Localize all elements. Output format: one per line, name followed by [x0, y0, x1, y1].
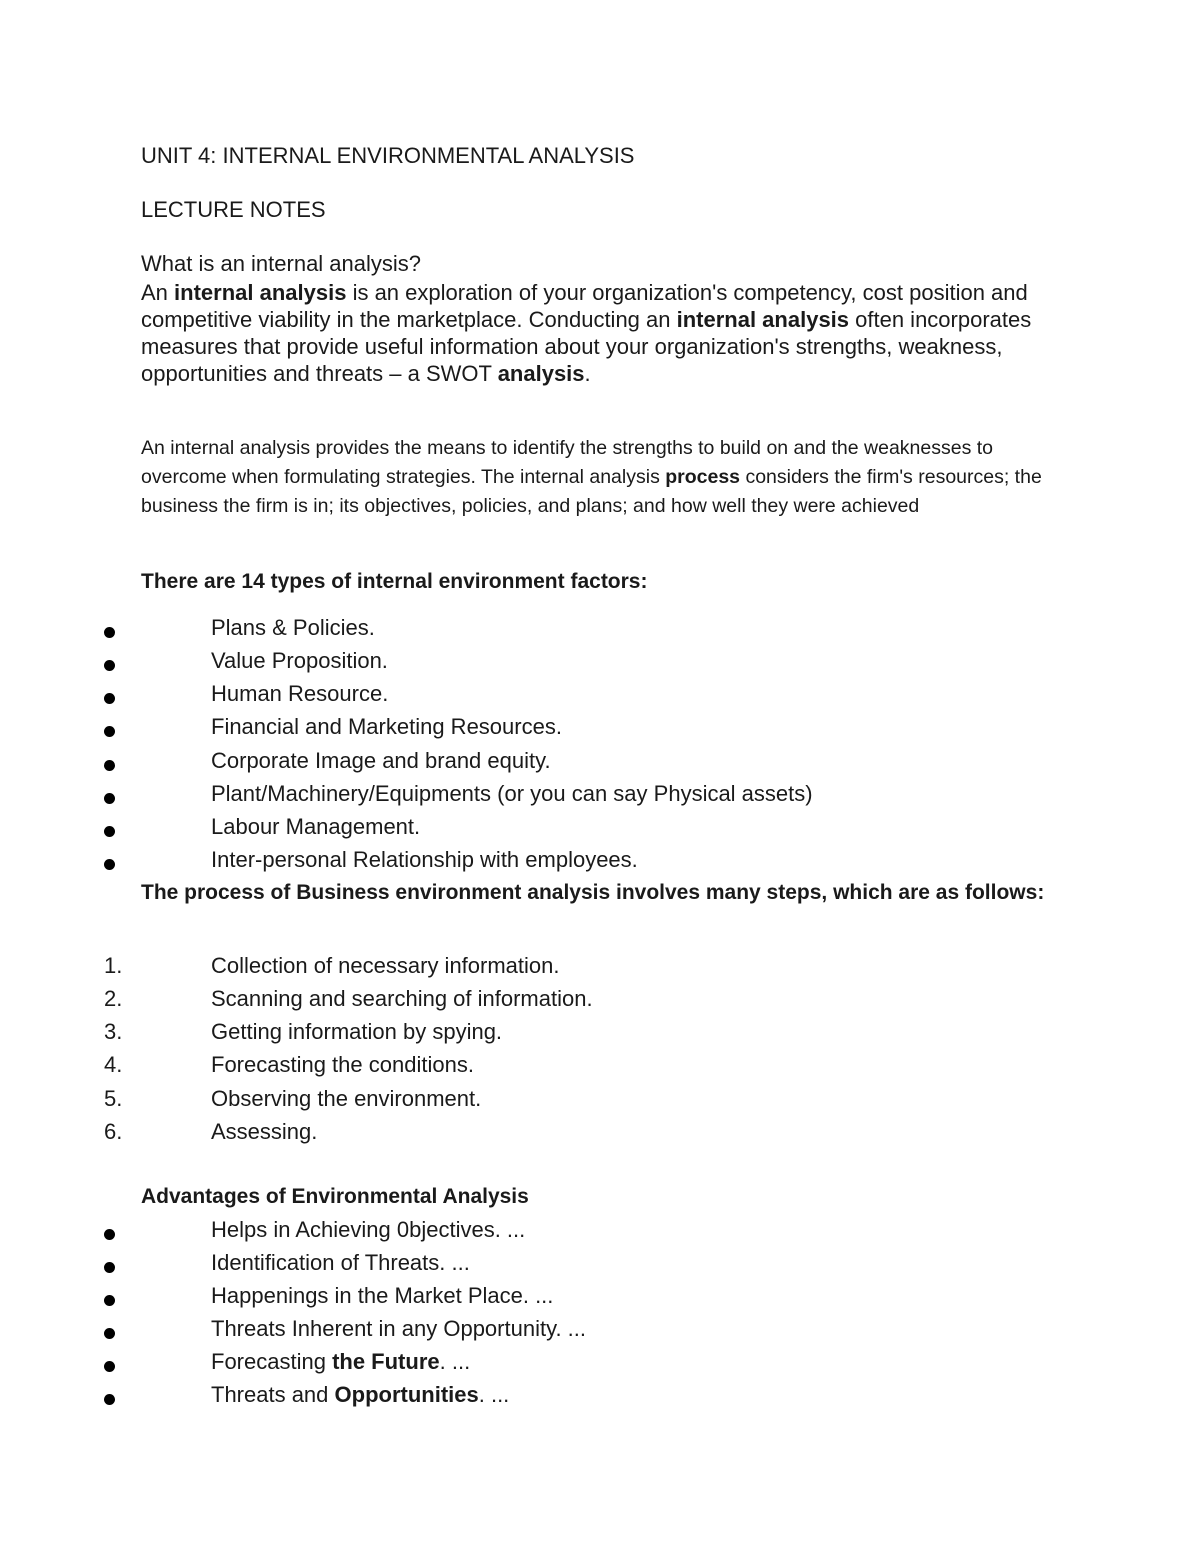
list-item	[0, 1316, 1100, 1348]
text-run: An internal analysis provides the means to identify the strengths to build on and the weaknesses to overcome when formulating strategies. The internal analysis	[141, 437, 994, 488]
list-item-text: Value Proposition.	[211, 648, 388, 673]
list-item-text: Labour Management.	[211, 814, 421, 839]
list-item	[0, 1052, 1100, 1084]
text-run: . ...	[439, 1349, 471, 1374]
list-item-text: Plans & Policies.	[211, 615, 375, 640]
list-item-text	[211, 1283, 553, 1309]
bold-text-run: analysis	[497, 361, 585, 386]
advantages-heading: Advantages of Environmental Analysis	[141, 1185, 529, 1208]
bullet-icon	[104, 660, 115, 671]
list-item-text	[211, 1382, 509, 1408]
list-item	[0, 615, 1100, 647]
question-heading: What is an internal analysis?	[141, 251, 422, 276]
list-item	[0, 1086, 1100, 1118]
process-heading: The process of Business environment analysis involves many steps, which are as follows:	[141, 881, 1045, 904]
bullet-icon	[104, 859, 115, 870]
list-item	[0, 681, 1100, 713]
bullet-icon	[104, 1295, 115, 1306]
bullet-icon	[104, 1361, 115, 1372]
list-item-text: Inter-personal Relationship with employees.	[211, 847, 638, 872]
list-item	[0, 648, 1100, 680]
list-item	[0, 748, 1100, 780]
list-item-text: Getting information by spying.	[211, 1019, 503, 1044]
list-item	[0, 714, 1100, 746]
text-run: Identification of Threats. ...	[211, 1250, 470, 1275]
bullet-icon	[104, 1229, 115, 1240]
list-item-text: Observing the environment.	[211, 1086, 482, 1111]
list-item-text	[211, 1349, 470, 1375]
list-item	[0, 1283, 1100, 1315]
list-item-text	[211, 1316, 586, 1342]
list-item-text: Assessing.	[211, 1119, 318, 1144]
list-item	[0, 986, 1100, 1018]
text-run: Helps in Achieving 0bjectives. ...	[211, 1217, 526, 1242]
list-number: 1.	[104, 953, 123, 978]
list-item	[0, 1217, 1100, 1249]
list-item-text: Corporate Image and brand equity.	[211, 748, 551, 773]
list-item-text: Collection of necessary information.	[211, 953, 560, 978]
bullet-icon	[104, 726, 115, 737]
list-item	[0, 1119, 1100, 1151]
list-item	[0, 1250, 1100, 1282]
list-number: 4.	[104, 1052, 123, 1077]
bullet-icon	[104, 693, 115, 704]
list-number: 5.	[104, 1086, 123, 1111]
document-subtitle: LECTURE NOTES	[141, 197, 326, 222]
text-run: .	[584, 361, 591, 386]
list-number: 6.	[104, 1119, 123, 1144]
list-item	[0, 847, 1100, 879]
list-item-text: Forecasting the conditions.	[211, 1052, 474, 1077]
text-run: Threats and	[211, 1382, 335, 1407]
bold-text-run: the Future	[332, 1349, 440, 1374]
text-run: is an exploration of your organization's competency, cost position and competitive viability in the marketplace. Conducting an	[141, 280, 1028, 332]
bullet-icon	[104, 1262, 115, 1273]
text-run: Forecasting	[211, 1349, 333, 1374]
text-run: An	[141, 280, 175, 305]
list-item	[0, 1019, 1100, 1051]
definition-paragraph	[141, 279, 1081, 387]
list-item-text	[211, 1250, 470, 1276]
bold-text-run: process	[665, 466, 741, 488]
bullet-icon	[104, 826, 115, 837]
bold-text-run: internal analysis	[174, 280, 347, 305]
list-item	[0, 953, 1100, 985]
bold-text-run: internal analysis	[676, 307, 850, 332]
bullet-icon	[104, 1394, 115, 1405]
document-title: UNIT 4: INTERNAL ENVIRONMENTAL ANALYSIS	[141, 143, 635, 168]
factors-heading: There are 14 types of internal environment factors:	[141, 570, 648, 593]
text-run: Happenings in the Market Place. ...	[211, 1283, 554, 1308]
process-paragraph	[141, 434, 1081, 521]
list-item	[0, 814, 1100, 846]
bold-text-run: Opportunities	[334, 1382, 479, 1407]
text-run: Threats Inherent in any Opportunity. ...	[211, 1316, 587, 1341]
bullet-icon	[104, 1328, 115, 1339]
list-item	[0, 781, 1100, 813]
list-item-text: Scanning and searching of information.	[211, 986, 593, 1011]
list-number: 3.	[104, 1019, 123, 1044]
text-run: . ...	[478, 1382, 510, 1407]
list-item-text: Plant/Machinery/Equipments (or you can say Physical assets)	[211, 781, 813, 806]
bullet-icon	[104, 760, 115, 771]
list-item-text: Financial and Marketing Resources.	[211, 714, 562, 739]
list-item	[0, 1382, 1100, 1414]
list-item-text: Human Resource.	[211, 681, 389, 706]
list-item	[0, 1349, 1100, 1381]
list-number: 2.	[104, 986, 123, 1011]
bullet-icon	[104, 793, 115, 804]
text-run: often incorporates measures that provide useful information about your organization's strengths, weakness, opportunities and threats – a SWOT	[141, 307, 1032, 386]
text-run: considers the firm's resources; the business the firm is in; its objectives, policies, and plans; and how well they were achieved	[141, 466, 1042, 517]
bullet-icon	[104, 627, 115, 638]
list-item-text	[211, 1217, 525, 1243]
